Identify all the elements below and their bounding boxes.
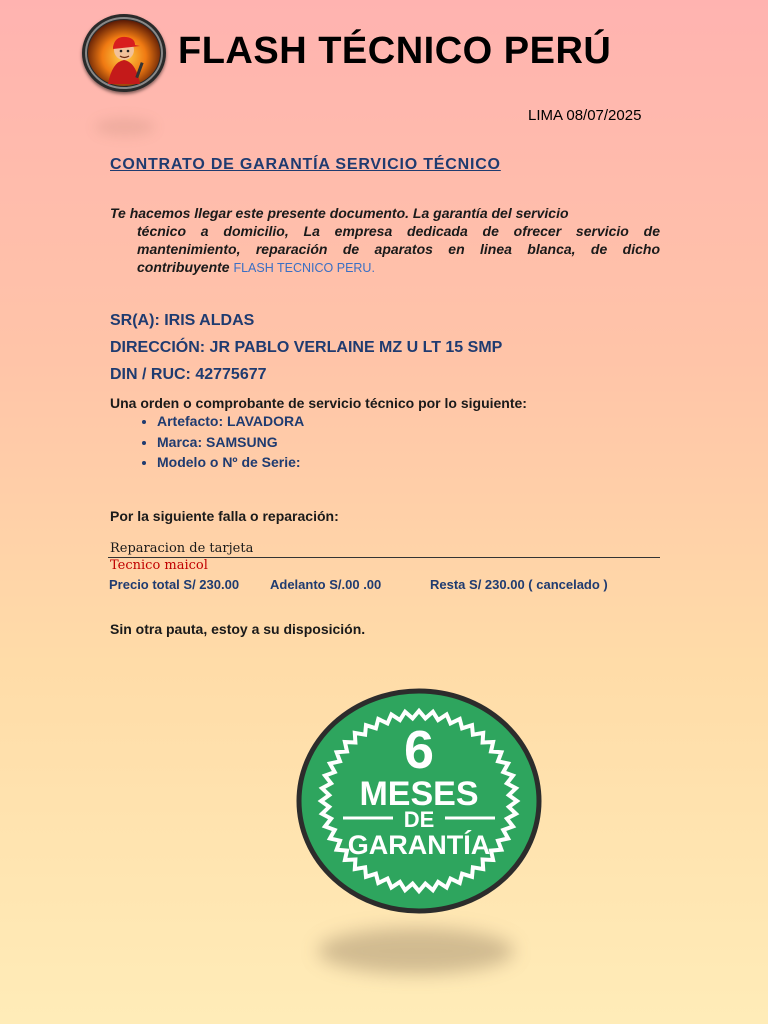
list-item: • Marca: SAMSUNG <box>157 432 304 453</box>
document-date: LIMA 08/07/2025 <box>528 107 642 124</box>
intro-company-name: FLASH TECNICO PERU. <box>233 261 375 275</box>
intro-text: técnico a domicilio, La empresa dedicada de ofrecer servicio de mantenimiento, reparación de aparatos en linea blanca, de dicho contribuyente <box>137 223 660 275</box>
intro-paragraph <box>110 204 660 277</box>
intro-line-1: Te hacemos llegar este presente documento. La garantía del servicio <box>110 205 569 221</box>
technician-mascot-icon <box>82 14 166 92</box>
badge-line-3: GARANTÍA <box>347 830 491 860</box>
total-price: Precio total S/ 230.00 <box>109 577 240 592</box>
badge-line-2: DE <box>403 807 435 832</box>
list-item: • Artefacto: LAVADORA <box>157 411 304 432</box>
fault-label: Por la siguiente falla o reparación: <box>110 508 339 524</box>
badge-number: 6 <box>403 720 435 780</box>
client-id: DIN / RUC: 42775677 <box>110 366 267 383</box>
client-address: DIRECCIÓN: JR PABLO VERLAINE MZ U LT 15 SMP <box>110 339 503 356</box>
badge-shadow <box>318 928 514 974</box>
warranty-seal-icon <box>296 688 542 914</box>
order-intro: Una orden o comprobante de servicio técnico por lo siguiente: <box>110 395 527 411</box>
closing-statement: Sin otra pauta, estoy a su disposición. <box>110 621 366 637</box>
badge-line-1: MESES <box>359 775 479 813</box>
list-item: • Modelo o Nº de Serie: <box>157 452 304 473</box>
decorative-shadow <box>95 118 155 136</box>
contract-title: CONTRATO DE GARANTÍA SERVICIO TÉCNICO <box>110 156 501 173</box>
repair-description: Reparacion de tarjeta <box>110 541 254 556</box>
warranty-badge <box>296 688 542 914</box>
advance-payment: Adelanto S/.00 .00 <box>270 577 382 592</box>
intro-line-2 <box>110 222 660 277</box>
technician-name: Tecnico maicol <box>110 558 208 573</box>
client-name: SR(A): IRIS ALDAS <box>110 312 255 329</box>
company-logo <box>82 14 166 92</box>
order-items-list <box>110 411 304 473</box>
brand-name: FLASH TÉCNICO PERÚ <box>178 30 612 72</box>
balance-status: Resta S/ 230.00 ( cancelado ) <box>430 577 608 592</box>
